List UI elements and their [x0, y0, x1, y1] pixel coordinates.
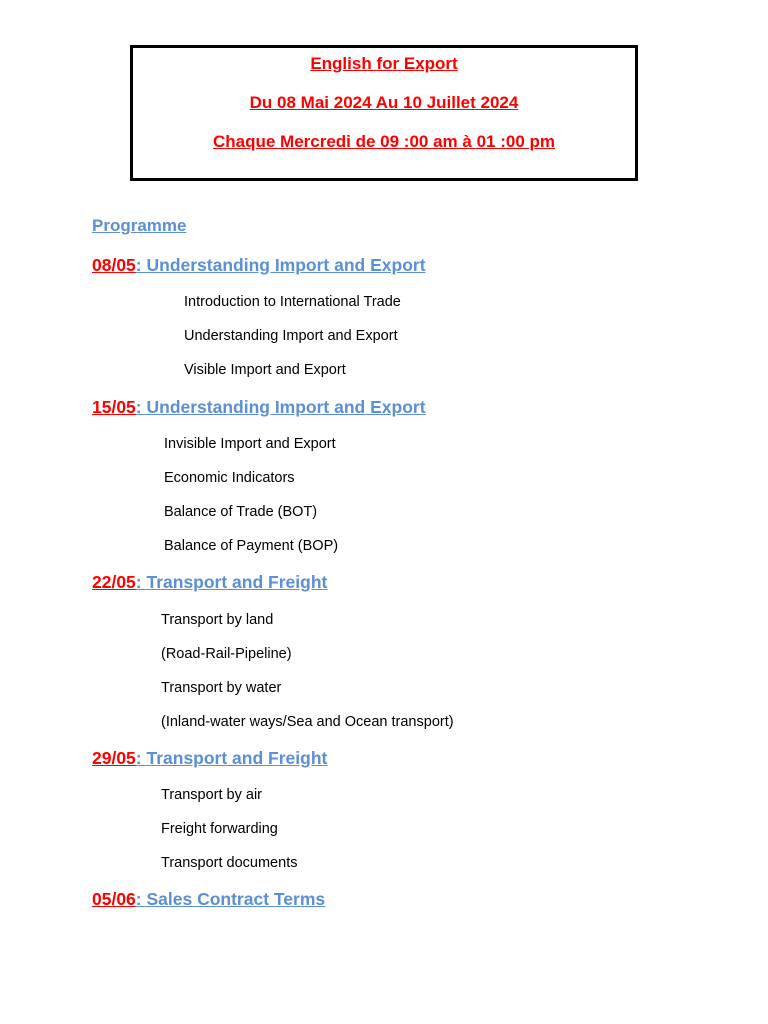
session-date: 08/05	[92, 255, 136, 275]
programme-heading: Programme	[92, 216, 187, 235]
course-title: English for Export	[310, 54, 458, 73]
course-schedule: Chaque Mercredi de 09 :00 am à 01 :00 pm	[212, 132, 556, 151]
session-title: : Understanding Import and Export	[135, 397, 426, 417]
session-item: Invisible Import and Export	[164, 436, 336, 452]
session-item: Transport by air	[161, 787, 262, 803]
session-heading	[92, 889, 325, 910]
header-box	[130, 45, 638, 181]
session-item: Balance of Payment (BOP)	[164, 538, 339, 554]
session-title: : Transport and Freight	[135, 748, 328, 768]
session-title: : Sales Contract Terms	[135, 889, 326, 909]
session-heading	[92, 255, 426, 276]
session-item: Introduction to International Trade	[184, 294, 401, 310]
session-item: Transport documents	[161, 855, 298, 871]
session-item: Transport by water	[161, 680, 282, 696]
session-title: : Transport and Freight	[135, 572, 328, 592]
session-item: (Inland-water ways/Sea and Ocean transport)	[161, 714, 454, 730]
session-heading	[92, 397, 426, 418]
session-title: : Understanding Import and Export	[135, 255, 426, 275]
session-item: Transport by land	[161, 612, 274, 628]
session-item: Balance of Trade (BOT)	[164, 504, 318, 520]
session-item: Understanding Import and Export	[184, 328, 398, 344]
course-dates: Du 08 Mai 2024 Au 10 Juillet 2024	[249, 93, 519, 112]
session-item: (Road-Rail-Pipeline)	[161, 646, 292, 662]
session-heading	[92, 748, 327, 769]
session-date: 29/05	[92, 748, 136, 768]
session-heading	[92, 572, 327, 593]
session-item: Visible Import and Export	[184, 362, 346, 378]
session-date: 15/05	[92, 397, 136, 417]
session-item: Freight forwarding	[161, 821, 278, 837]
session-item: Economic Indicators	[164, 470, 295, 486]
session-date: 05/06	[92, 889, 136, 909]
session-date: 22/05	[92, 572, 136, 592]
